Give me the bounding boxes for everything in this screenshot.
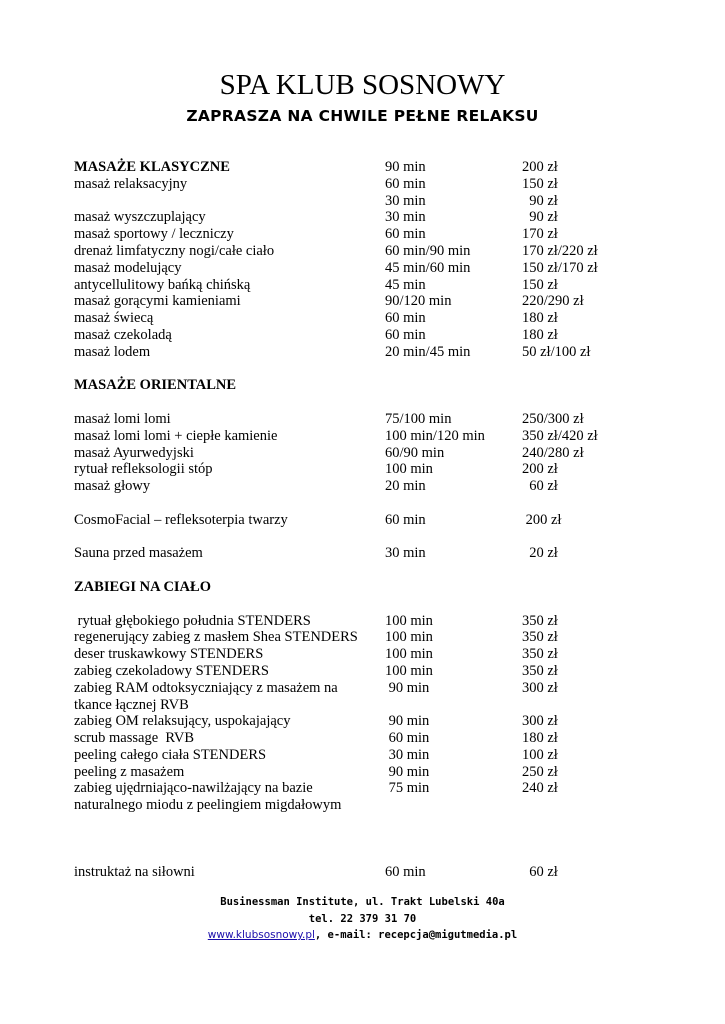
footer-phone: tel. 22 379 31 70 <box>308 913 417 925</box>
service-duration: 60 min <box>385 310 426 327</box>
service-price: 60 zł <box>522 478 558 495</box>
service-name: drenaż limfatyczny nogi/całe ciało <box>74 242 275 259</box>
price-row <box>0 680 725 697</box>
service-price: 170 zł/220 zł <box>522 242 598 259</box>
page-title: SPA KLUB SOSNOWY <box>219 69 506 101</box>
service-name: masaż relaksacyjny <box>74 175 188 192</box>
service-name: scrub massage RVB <box>74 730 195 747</box>
service-duration: 45 min <box>385 276 426 293</box>
price-row <box>0 361 725 378</box>
service-price: 60 zł <box>522 864 558 881</box>
service-name: ZABIEGI NA CIAŁO <box>74 578 211 595</box>
price-row <box>0 663 725 680</box>
service-duration: 90/120 min <box>385 293 452 310</box>
service-price: 250/300 zł <box>522 410 584 427</box>
service-price: 240/280 zł <box>522 444 584 461</box>
price-row <box>0 646 725 663</box>
service-duration: 30 min <box>385 746 430 763</box>
website-link[interactable]: www.klubsosnowy.pl <box>207 929 315 941</box>
price-row <box>0 176 725 193</box>
service-duration: 60 min <box>385 730 430 747</box>
service-name: masaż lodem <box>74 343 151 360</box>
service-price: 150 zł <box>522 175 558 192</box>
service-duration: 100 min <box>385 461 433 478</box>
price-row <box>0 394 725 411</box>
price-row <box>0 193 725 210</box>
service-duration: 20 min <box>385 478 426 495</box>
service-name: MASAŻE KLASYCZNE <box>74 159 230 175</box>
service-name: CosmoFacial – refleksoterpia twarzy <box>74 511 288 528</box>
service-price: 220/290 zł <box>522 293 584 310</box>
price-row <box>0 697 725 714</box>
service-price: 350 zł/420 zł <box>522 427 598 444</box>
service-price: 300 zł <box>522 679 558 696</box>
service-duration: 20 min/45 min <box>385 343 471 360</box>
price-row <box>0 864 725 881</box>
service-price: 200 zł <box>522 511 562 528</box>
page-subtitle: ZAPRASZA NA CHWILE PEŁNE RELAKSU <box>186 107 539 125</box>
service-price: 240 zł <box>522 780 558 797</box>
service-duration: 100 min <box>385 646 433 663</box>
service-name: masaż świecą <box>74 310 154 327</box>
service-name: masaż czekoladą <box>74 326 172 343</box>
service-price: 90 zł <box>522 209 558 226</box>
service-duration: 45 min/60 min <box>385 259 471 276</box>
service-price: 100 zł <box>522 746 558 763</box>
service-name: masaż sportowy / leczniczy <box>74 226 234 243</box>
service-price: 300 zł <box>522 713 558 730</box>
service-name: masaż wyszczuplający <box>74 209 206 226</box>
price-row <box>0 495 725 512</box>
service-name: naturalnego miodu z peelingiem migdałowym <box>74 797 342 814</box>
price-row <box>0 209 725 226</box>
service-name: masaż lomi lomi + ciepłe kamienie <box>74 427 278 444</box>
section-heading <box>0 377 725 394</box>
service-duration: 60/90 min <box>385 444 445 461</box>
service-duration: 30 min <box>385 545 426 562</box>
price-row <box>0 478 725 495</box>
service-price: 200 zł <box>522 159 558 175</box>
price-row <box>0 596 725 613</box>
price-row <box>0 512 725 529</box>
service-duration: 100 min/120 min <box>385 427 485 444</box>
service-duration: 90 min <box>385 713 430 730</box>
service-duration: 60 min <box>385 226 426 243</box>
price-row <box>0 310 725 327</box>
service-name: masaż głowy <box>74 478 151 495</box>
service-price: 150 zł <box>522 276 558 293</box>
price-row <box>0 747 725 764</box>
price-row <box>0 344 725 361</box>
price-row <box>0 243 725 260</box>
email-text: , e-mail: recepcja@migutmedia.pl <box>314 929 518 941</box>
price-row <box>0 529 725 546</box>
price-row <box>0 545 725 562</box>
service-duration: 30 min <box>385 192 426 209</box>
price-row <box>0 814 725 831</box>
service-name: masaż Ayurwedyjski <box>74 444 194 461</box>
service-price: 50 zł/100 zł <box>522 343 591 360</box>
service-price: 350 zł <box>522 662 558 679</box>
service-duration: 60 min <box>385 326 426 343</box>
price-row <box>0 277 725 294</box>
service-price: 180 zł <box>522 326 558 343</box>
price-row <box>0 461 725 478</box>
price-row <box>0 780 725 797</box>
section-heading <box>0 579 725 596</box>
service-price: 170 zł <box>522 226 558 243</box>
price-row <box>0 260 725 277</box>
price-row <box>0 226 725 243</box>
price-row <box>0 713 725 730</box>
service-name: masaż gorącymi kamieniami <box>74 293 241 310</box>
price-row <box>0 445 725 462</box>
service-price: 350 zł <box>522 646 558 663</box>
service-price: 180 zł <box>522 730 558 747</box>
service-name: masaż modelujący <box>74 259 182 276</box>
service-name: rytuał głębokiego południa STENDERS <box>74 612 311 629</box>
service-duration: 100 min <box>385 629 433 646</box>
price-row <box>0 764 725 781</box>
service-duration: 90 min <box>385 763 430 780</box>
price-row <box>0 797 725 814</box>
footer-contact <box>0 929 725 941</box>
price-row <box>0 613 725 630</box>
service-duration: 100 min <box>385 612 433 629</box>
price-row <box>0 428 725 445</box>
service-duration: 60 min <box>385 864 426 881</box>
service-name: deser truskawkowy STENDERS <box>74 646 264 663</box>
service-price: 20 zł <box>522 545 558 562</box>
service-name: regenerujący zabieg z masłem Shea STENDERS <box>74 629 358 646</box>
service-duration: 60 min/90 min <box>385 242 471 259</box>
service-price: 90 zł <box>522 192 558 209</box>
service-price: 250 zł <box>522 763 558 780</box>
price-row <box>0 293 725 310</box>
service-price: 350 zł <box>522 629 558 646</box>
price-row <box>0 730 725 747</box>
service-duration: 100 min <box>385 662 433 679</box>
service-duration: 30 min <box>385 209 426 226</box>
service-name: zabieg ujędrniająco-nawilżający na bazie <box>74 780 313 797</box>
service-duration: 90 min <box>385 159 426 175</box>
service-name: peeling całego ciała STENDERS <box>74 746 267 763</box>
service-price: 350 zł <box>522 612 558 629</box>
service-name: zabieg czekoladowy STENDERS <box>74 662 269 679</box>
service-name: tkance łącznej RVB <box>74 696 189 713</box>
service-name: zabieg RAM odtoksyczniający z masażem na <box>74 679 338 696</box>
price-row <box>0 831 725 848</box>
service-price: 180 zł <box>522 310 558 327</box>
service-price: 150 zł/170 zł <box>522 259 598 276</box>
service-name: MASAŻE ORIENTALNE <box>74 377 237 394</box>
price-list <box>0 159 725 881</box>
service-name: masaż lomi lomi <box>74 410 171 427</box>
section-heading <box>0 159 725 176</box>
service-name: antycellulitowy bańką chińską <box>74 276 251 293</box>
service-duration: 60 min <box>385 175 426 192</box>
service-duration: 60 min <box>385 511 426 528</box>
service-name: zabieg OM relaksujący, uspokajający <box>74 713 291 730</box>
service-duration: 90 min <box>385 679 430 696</box>
service-duration: 75/100 min <box>385 410 452 427</box>
service-name: peeling z masażem <box>74 763 185 780</box>
price-row <box>0 562 725 579</box>
price-row <box>0 411 725 428</box>
price-row <box>0 848 725 865</box>
footer-address: Businessman Institute, ul. Trakt Lubelski 40a <box>220 896 505 908</box>
service-price: 200 zł <box>522 461 558 478</box>
service-name: rytuał refleksologii stóp <box>74 461 213 478</box>
service-name: instruktaż na siłowni <box>74 864 195 881</box>
price-row <box>0 327 725 344</box>
service-duration: 75 min <box>385 780 430 797</box>
price-row <box>0 629 725 646</box>
service-name: Sauna przed masażem <box>74 545 203 562</box>
